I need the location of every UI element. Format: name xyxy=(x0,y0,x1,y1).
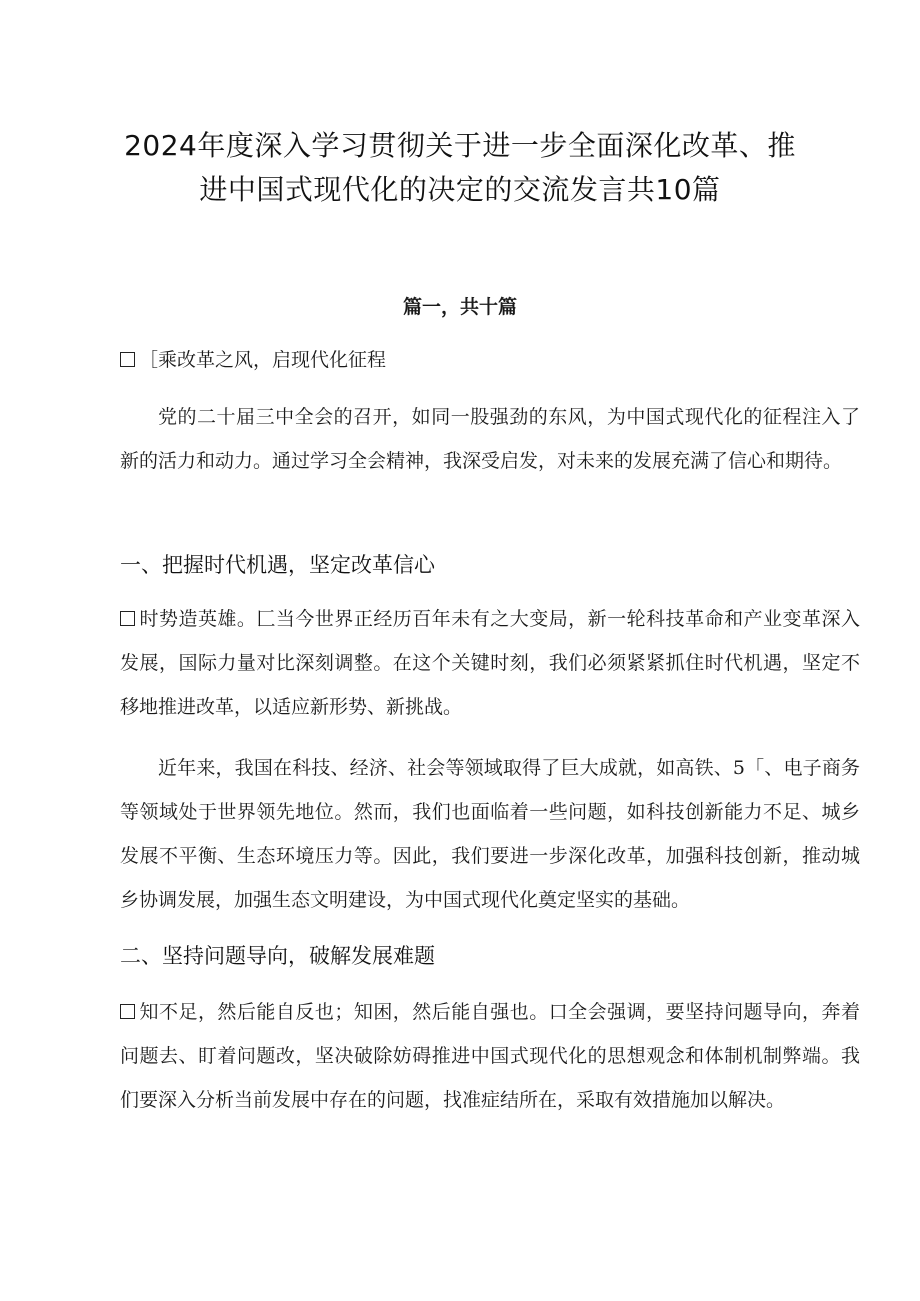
subtitle-text: ［乘改革之风，启现代化征程 xyxy=(139,349,387,371)
chapter-heading: 篇一，共十篇 xyxy=(402,296,517,318)
intro-paragraph: 党的二十届三中全会的召开，如同一股强劲的东风，为中国式现代化的征程注入了新的活力和动力。通过学习全会精神，我深受启发，对未来的发展充满了信心和期待。 xyxy=(120,406,860,472)
section-1-paragraph-1-text: 时势造英雄。匚当今世界正经历百年未有之大变局，新一轮科技革命和产业变革深入发展，国际力量对比深刻调整。在这个关键时刻，我们必须紧紧抓住时代机遇，坚定不移地推进改革，以适应新形势、新挑战。 xyxy=(120,608,860,718)
document-title-line-2: 进中国式现代化的决定的交流发言共10篇 xyxy=(199,173,721,206)
section-2-paragraph-1-text: 知不足，然后能自反也；知困，然后能自强也。口全会强调，要坚持问题导向，奔着问题去、盯着问题改，坚决破除妨碍推进中国式现代化的思想观念和体制机制弊端。我们要深入分析当前发展中存在的问题，找准症结所在，采取有效措施加以解决。 xyxy=(120,1001,860,1111)
checkbox-placeholder-icon xyxy=(120,611,135,626)
section-1-paragraph-2: 近年来，我国在科技、经济、社会等领域取得了巨大成就，如高铁、5「、电子商务等领域处于世界领先地位。然而，我们也面临着一些问题，如科技创新能力不足、城乡发展不平衡、生态环境压力等。因此，我们要进一步深化改革，加强科技创新，推动城乡协调发展，加强生态文明建设，为中国式现代化奠定坚实的基础。 xyxy=(120,757,860,911)
checkbox-placeholder-icon xyxy=(120,352,135,367)
section-2-heading: 二、坚持问题导向，破解发展难题 xyxy=(120,944,435,968)
section-1-paragraph-1 xyxy=(120,597,860,729)
subtitle-line xyxy=(120,338,860,382)
section-2-paragraph-1 xyxy=(120,990,860,1122)
document-title-line-1: 2024年度深入学习贯彻关于进一步全面深化改革、推 xyxy=(124,129,796,162)
section-1-heading: 一、把握时代机遇，坚定改革信心 xyxy=(120,553,435,577)
checkbox-placeholder-icon xyxy=(120,1004,135,1019)
